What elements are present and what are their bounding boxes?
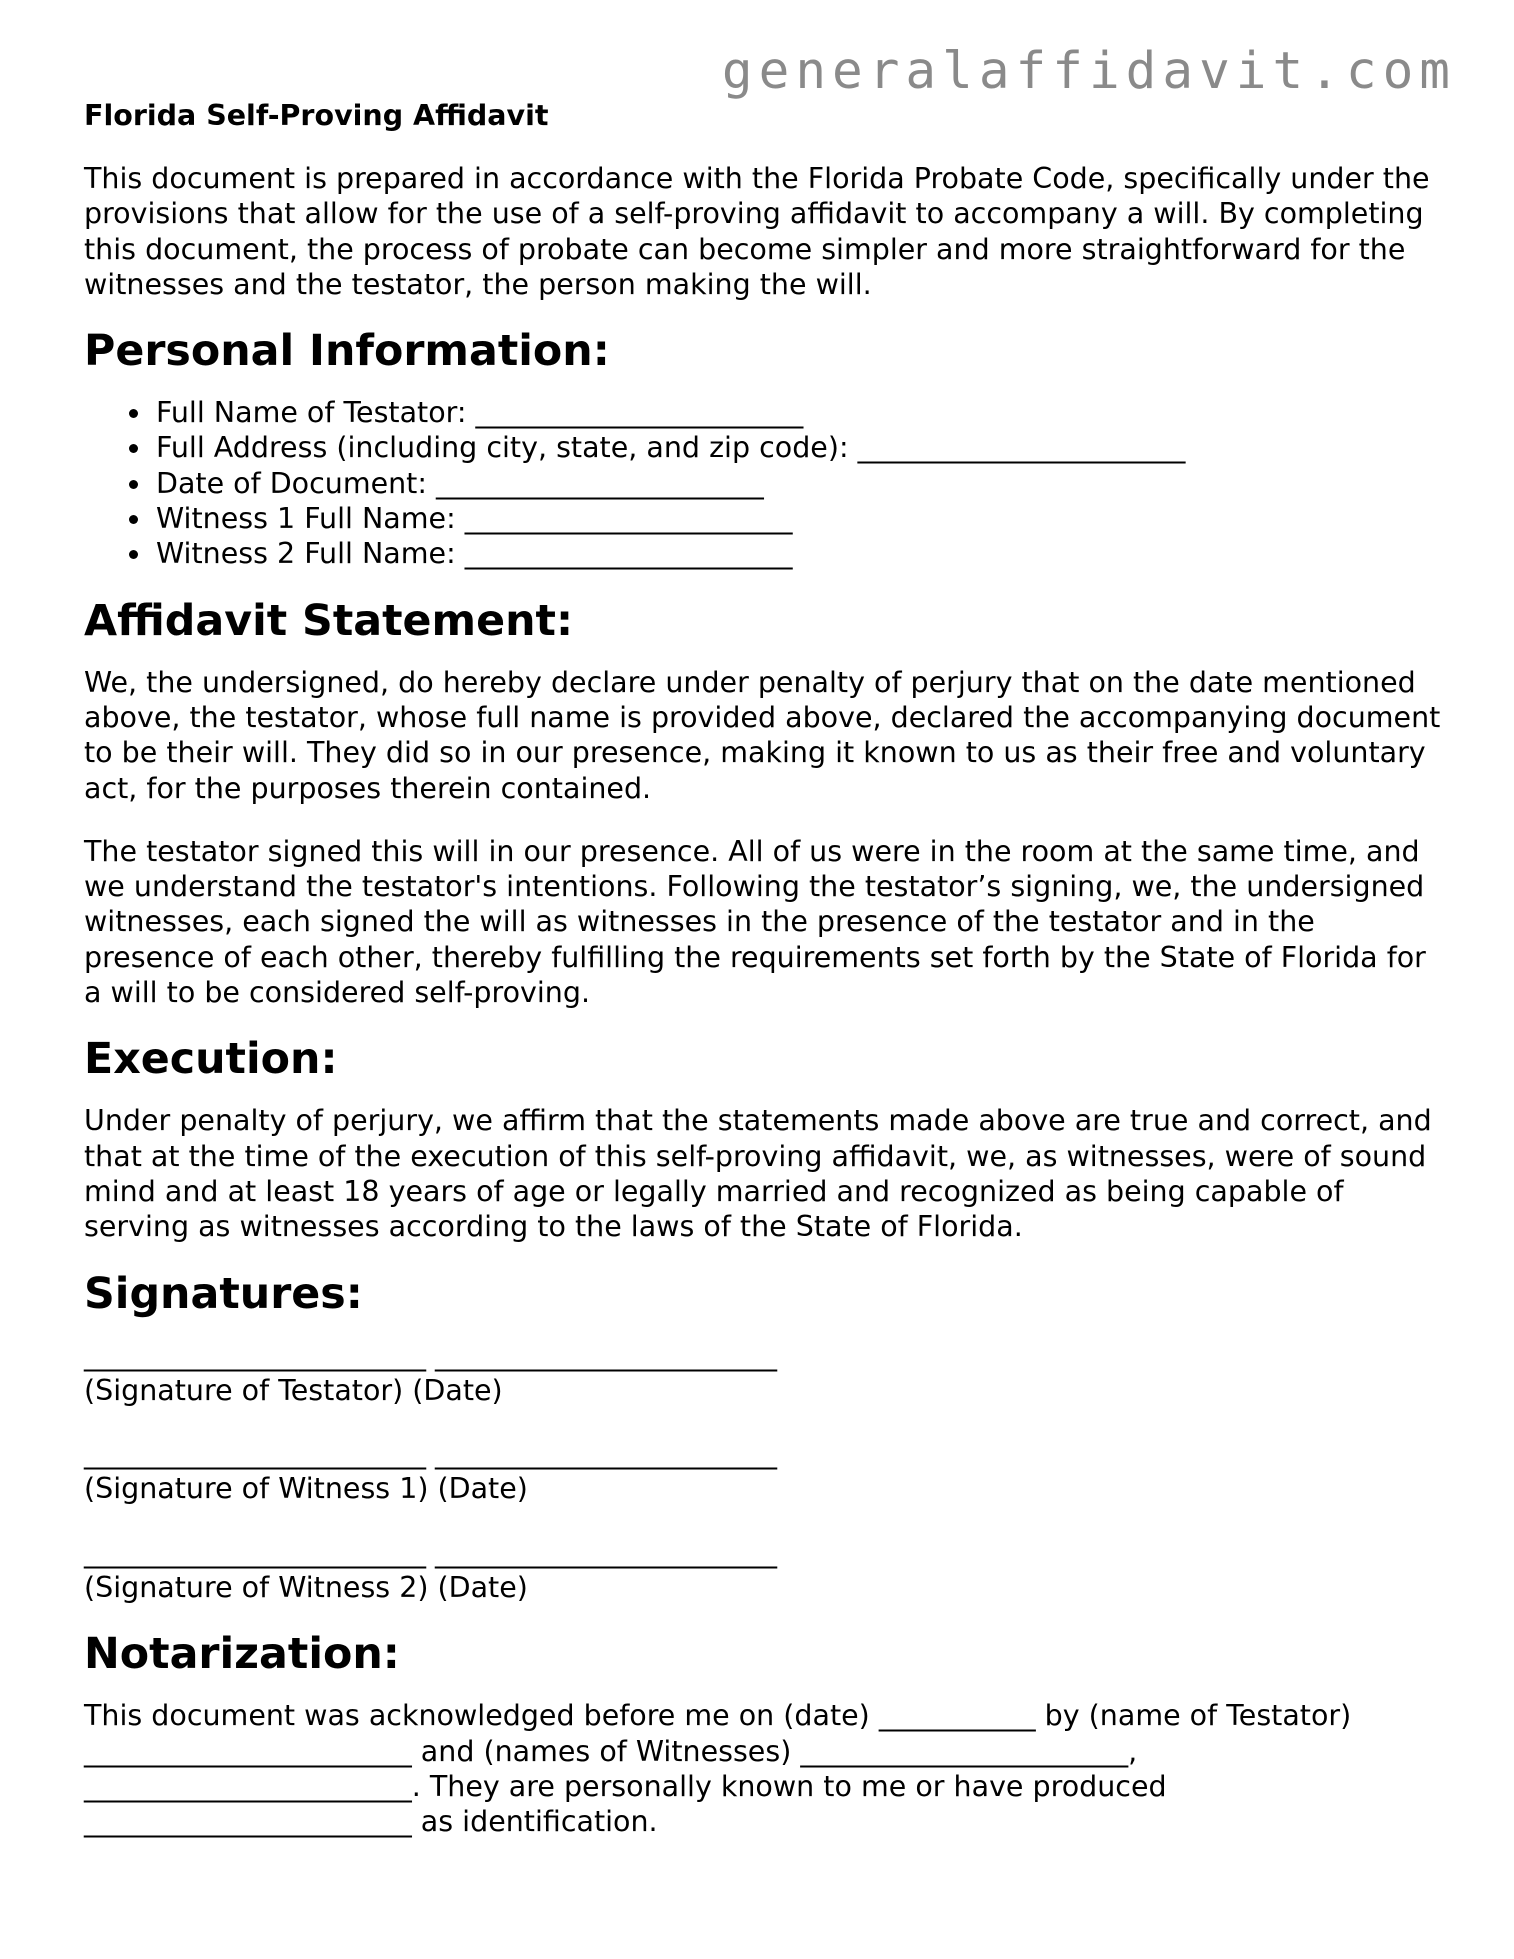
signature-caption-witness-1: (Signature of Witness 1) (Date) [84, 1472, 528, 1506]
site-watermark: generalaffidavit.com [721, 42, 1456, 101]
list-item-date-of-document: Date of Document: _______________________ [156, 466, 1444, 501]
affidavit-statement-heading: Affidavit Statement: [84, 595, 574, 646]
list-item-witness-1-name: Witness 1 Full Name: _______________________ [156, 501, 1444, 536]
notarization-line-3: _______________________. They are personally known to me or have produced [84, 1769, 1167, 1803]
signature-caption-testator: (Signature of Testator) (Date) [84, 1373, 503, 1407]
notarization-line-2: _______________________ and (names of Witnesses) _______________________, [84, 1734, 1138, 1768]
signature-line-testator: ________________________ ________________________ [84, 1338, 778, 1372]
list-item-witness-2-name: Witness 2 Full Name: _______________________ [156, 536, 1444, 571]
intro-paragraph: This document is prepared in accordance with the Florida Probate Code, specifically under the provisions that allow for the use of a self-proving affidavit to accompany a will. By completing this document, the process of probate can become simpler and more straightforward for the witnesses and the testator, the person making the will. [84, 162, 1430, 301]
signature-caption-witness-2: (Signature of Witness 2) (Date) [84, 1571, 528, 1605]
signature-line-witness-1: ________________________ ________________________ [84, 1437, 778, 1471]
execution-heading: Execution: [84, 1034, 338, 1085]
signature-block-witness-2 [84, 1535, 1444, 1606]
personal-information-list [84, 395, 1444, 571]
signature-block-witness-1 [84, 1436, 1444, 1507]
affidavit-paragraph-2: The testator signed this will in our presence. All of us were in the room at the same time, and we understand the testator's intentions. Following the testator’s signing, we, the undersigned witnesses, each signed the will as witnesses in the presence of the testator and in the presence of each other, thereby fulfilling the requirements set forth by the State of Florida for a will to be considered self-proving. [84, 834, 1426, 1010]
list-item-testator-name: Full Name of Testator: _______________________ [156, 395, 1444, 430]
notarization-heading: Notarization: [84, 1629, 400, 1680]
notarization-line-1: This document was acknowledged before me on (date) ___________ by (name of Testator) [84, 1699, 1352, 1733]
affidavit-paragraph-1: We, the undersigned, do hereby declare under penalty of perjury that on the date mentioned above, the testator, whose full name is provided above, declared the accompanying document to be their will. They did so in our presence, making it known to us as their free and voluntary act, for the purposes therein contained. [84, 665, 1441, 805]
signature-block-testator [84, 1338, 1444, 1409]
personal-information-heading: Personal Information: [84, 326, 610, 377]
notarization-line-4: _______________________ as identification. [84, 1805, 658, 1839]
signatures-heading: Signatures: [84, 1268, 363, 1319]
execution-paragraph: Under penalty of perjury, we affirm that the statements made above are true and correct, and that at the time of the execution of this self-proving affidavit, we, as witnesses, were of sound mind and at least 18 years of age or legally married and recognized as being capable of serving as witnesses according to the laws of the State of Florida. [84, 1104, 1432, 1244]
notarization-text [84, 1698, 1444, 1839]
list-item-full-address: Full Address (including city, state, and zip code): _______________________ [156, 430, 1444, 465]
document-title: Florida Self-Proving Affidavit [84, 99, 549, 132]
signature-line-witness-2: ________________________ ________________________ [84, 1535, 778, 1569]
document-body [84, 94, 1444, 1840]
